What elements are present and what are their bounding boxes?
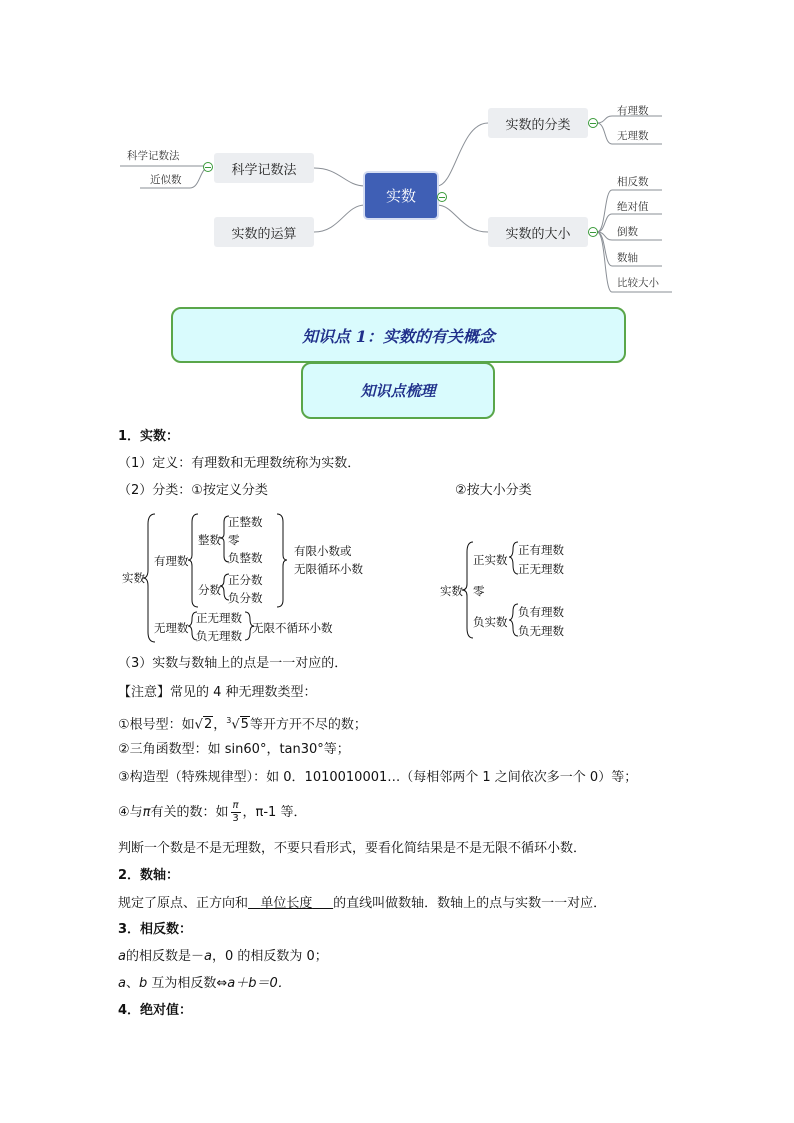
text: ，π-1 等． <box>242 805 307 820</box>
variable: a <box>118 949 126 964</box>
mindmap-node-operations[interactable]: 实数的运算 <box>214 217 314 247</box>
knowledge-point-header: 知识点 1：实数的有关概念 <box>171 307 626 363</box>
label-pos-irr: 正无理数 <box>196 611 242 625</box>
radicand: 2 <box>203 717 213 733</box>
label-finite-note: 有限小数或 <box>294 544 352 558</box>
label-zero: 零 <box>228 533 240 547</box>
fraction <box>231 800 241 825</box>
irrational-type-3: ③构造型（特殊规律型）：如 0．1010010001…（每相邻两个 1 之间依次多一个 0）等； <box>118 770 638 785</box>
pi-symbol: π <box>142 805 151 820</box>
variable: a <box>118 976 126 991</box>
text: 等开方开不尽的数； <box>249 717 367 733</box>
radicand: 5 <box>240 717 249 733</box>
body-text: 判断一个数是不是无理数，不要只看形式，要看化简结果是不是无限不循环小数． <box>118 841 587 856</box>
root-index: 3 <box>226 716 232 725</box>
irrational-type-1 <box>118 712 367 734</box>
label-rational: 有理数 <box>154 554 189 568</box>
text: ， <box>213 717 227 733</box>
mindmap-leaf: 相反数 <box>617 176 649 188</box>
numerator: π <box>232 800 239 811</box>
label-pos-rat: 正有理数 <box>518 543 564 557</box>
note-title: 【注意】常见的 4 种无理数类型： <box>118 685 317 700</box>
variable: a <box>203 949 212 964</box>
mindmap-leaf: 绝对值 <box>617 201 649 213</box>
text: 的相反数是－ <box>125 949 204 964</box>
label-pos-frac: 正分数 <box>228 573 263 587</box>
mindmap-leaf: 科学记数法 <box>127 150 180 162</box>
variable: b <box>138 976 148 991</box>
mindmap-leaf: 比较大小 <box>617 277 659 289</box>
text: ，0 的相反数为 0； <box>211 949 328 964</box>
label-neg-int: 负整数 <box>228 551 263 565</box>
body-text: （3）实数与数轴上的点是一一对应的． <box>118 656 348 671</box>
mindmap-leaf: 倒数 <box>617 226 638 238</box>
text: 、 <box>125 976 139 991</box>
irrational-type-4 <box>118 800 306 825</box>
mindmap-node-scientific-notation[interactable]: 科学记数法 <box>214 153 314 183</box>
label-pos-irr: 正无理数 <box>518 562 564 576</box>
text: ④与 <box>118 805 143 820</box>
label-negative-real: 负实数 <box>473 615 508 629</box>
sqrt-symbol: √ <box>231 717 240 733</box>
label-real: 实数 <box>440 584 463 598</box>
text: ①根号型：如 <box>118 717 195 733</box>
mindmap-leaf: 数轴 <box>617 252 638 264</box>
mindmap-node-classification[interactable]: 实数的分类 <box>488 108 588 138</box>
opposite-relation <box>118 975 291 993</box>
definition-text: （1）定义：有理数和无理数统称为实数． <box>118 456 361 471</box>
mindmap-leaf: 无理数 <box>617 130 649 142</box>
label-integer: 整数 <box>198 533 221 547</box>
mindmap-leaf: 有理数 <box>617 105 649 117</box>
denominator: 3 <box>232 813 239 824</box>
mindmap-node-size[interactable]: 实数的大小 <box>488 217 588 247</box>
text: 规定了原点、正方向和 <box>118 896 249 911</box>
section-title: 1．实数： <box>118 429 180 444</box>
classification-text: ②按大小分类 <box>455 483 532 498</box>
text: 互为相反数⇔ <box>147 976 228 991</box>
label-neg-irr: 负无理数 <box>518 624 564 638</box>
classification-text: （2）分类：①按定义分类 <box>118 483 268 498</box>
label-neg-irr: 负无理数 <box>196 629 242 643</box>
label-irrational: 无理数 <box>154 621 189 635</box>
equation: a＋b＝0． <box>227 976 291 991</box>
label-positive-real: 正实数 <box>473 553 508 567</box>
irrational-type-2: ②三角函数型：如 sin60°，tan30°等； <box>118 742 350 757</box>
text: 的直线叫做数轴．数轴上的点与实数一一对应． <box>333 896 607 911</box>
number-line-definition <box>118 895 606 913</box>
mindmap-center-node[interactable]: 实数 <box>365 173 437 218</box>
opposite-def <box>118 948 328 966</box>
fill-blank-answer: 单位长度 <box>260 896 313 911</box>
mindmap-leaf: 近似数 <box>150 174 182 186</box>
label-zero: 零 <box>473 584 485 598</box>
section-title: 2．数轴： <box>118 868 180 883</box>
label-real: 实数 <box>122 571 145 585</box>
label-neg-frac: 负分数 <box>228 591 263 605</box>
label-neg-rat: 负有理数 <box>518 605 564 619</box>
label-pos-int: 正整数 <box>228 515 263 529</box>
section-title: 4．绝对值： <box>118 1003 193 1018</box>
section-title: 3．相反数： <box>118 922 193 937</box>
text: 有关的数：如 <box>150 805 229 820</box>
label-irr-note: 无限不循环小数 <box>252 621 333 635</box>
label-finite-note: 无限循环小数 <box>294 562 363 576</box>
sqrt-symbol: √ <box>194 717 203 733</box>
review-header: 知识点梳理 <box>301 362 495 419</box>
fill-blank <box>248 896 333 911</box>
label-fraction: 分数 <box>198 583 221 597</box>
